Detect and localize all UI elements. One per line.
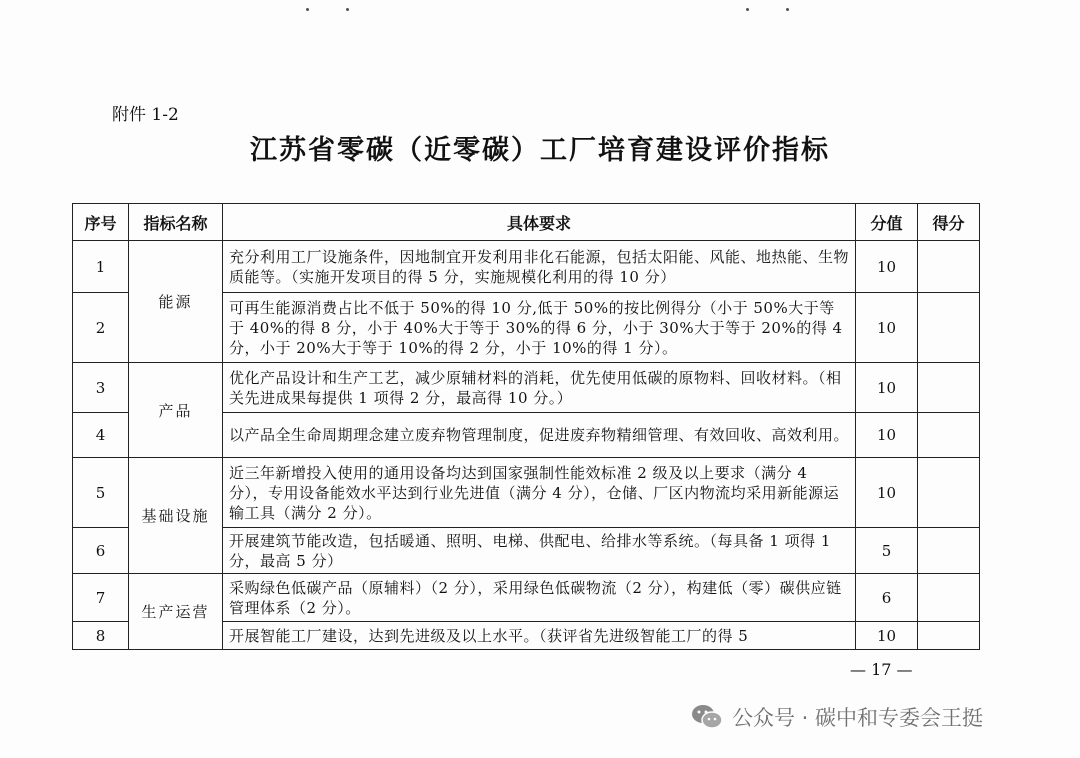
wechat-icon (690, 702, 724, 732)
row-score-got (918, 241, 980, 293)
row-score: 10 (856, 293, 918, 363)
group-name: 产品 (129, 363, 223, 458)
row-requirement: 充分利用工厂设施条件，因地制宜开发利用非化石能源，包括太阳能、风能、地热能、生物质能等。（实施开发项目的得 5 分，实施规模化利用的得 10 分） (223, 241, 856, 293)
row-score: 10 (856, 413, 918, 458)
group-name: 基础设施 (129, 458, 223, 574)
row-no: 6 (73, 528, 129, 574)
row-score-got (918, 413, 980, 458)
watermark-text: 公众号 · 碳中和专委会王挺 (732, 706, 984, 730)
row-no: 7 (73, 574, 129, 622)
header-requirement: 具体要求 (223, 204, 856, 241)
row-score-got (918, 458, 980, 528)
watermark (690, 700, 983, 734)
table-row (73, 363, 980, 413)
row-no: 1 (73, 241, 129, 293)
row-score-got (918, 293, 980, 363)
row-score-got (918, 363, 980, 413)
row-score: 10 (856, 241, 918, 293)
header-score-got: 得分 (918, 204, 980, 241)
group-name: 生产运营 (129, 574, 223, 650)
row-score: 10 (856, 363, 918, 413)
row-score: 6 (856, 574, 918, 622)
table-header-row (73, 204, 980, 241)
row-no: 8 (73, 622, 129, 650)
table-row (73, 574, 980, 622)
row-score-got (918, 528, 980, 574)
header-no: 序号 (73, 204, 129, 241)
row-no: 4 (73, 413, 129, 458)
evaluation-index-table (72, 203, 980, 650)
row-no: 2 (73, 293, 129, 363)
row-requirement: 近三年新增投入使用的通用设备均达到国家强制性能效标准 2 级及以上要求（满分 4 分），专用设备能效水平达到行业先进值（满分 4 分），仓储、厂区内物流均采用新能源运输工具（满分 2 分）。 (223, 458, 856, 528)
table-row (73, 241, 980, 293)
row-requirement: 开展智能工厂建设，达到先进级及以上水平。（获评省先进级智能工厂的得 5 (223, 622, 856, 650)
page-number: — 17 — (850, 660, 913, 679)
header-index-name: 指标名称 (129, 204, 223, 241)
row-requirement: 采购绿色低碳产品（原辅料）（2 分），采用绿色低碳物流（2 分），构建低（零）碳供应链管理体系（2 分）。 (223, 574, 856, 622)
row-score: 10 (856, 622, 918, 650)
document-title: 江苏省零碳（近零碳）工厂培育建设评价指标 (250, 135, 830, 166)
row-score-got (918, 622, 980, 650)
row-requirement: 可再生能源消费占比不低于 50%的得 10 分,低于 50%的按比例得分（小于 50%大于等于 40%的得 8 分，小于 40%大于等于 30%的得 6 分，小于 30%大于等于 20%的得 4 分，小于 20%大于等于 10%的得 2 分，小于 10%的得 1 分）。 (223, 293, 856, 363)
row-score-got (918, 574, 980, 622)
row-requirement: 以产品全生命周期理念建立废弃物管理制度，促进废弃物精细管理、有效回收、高效利用。 (223, 413, 856, 458)
row-score: 5 (856, 528, 918, 574)
row-no: 5 (73, 458, 129, 528)
row-requirement: 开展建筑节能改造，包括暖通、照明、电梯、供配电、给排水等系统。（每具备 1 项得 1 分，最高 5 分） (223, 528, 856, 574)
row-score: 10 (856, 458, 918, 528)
scan-marks (300, 8, 820, 18)
row-no: 3 (73, 363, 129, 413)
row-requirement: 优化产品设计和生产工艺，减少原辅材料的消耗，优先使用低碳的原物料、回收材料。（相关先进成果每提供 1 项得 2 分，最高得 10 分。） (223, 363, 856, 413)
attachment-label: 附件 1-2 (112, 105, 179, 125)
group-name: 能源 (129, 241, 223, 363)
header-score-value: 分值 (856, 204, 918, 241)
table-row (73, 458, 980, 528)
